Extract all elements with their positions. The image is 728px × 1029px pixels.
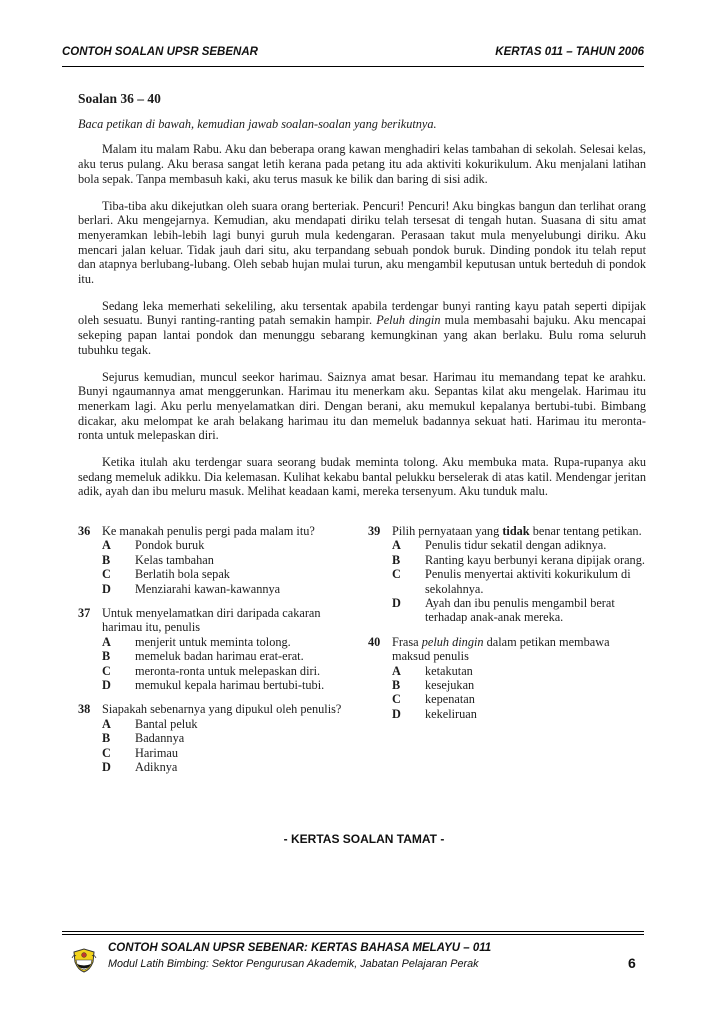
question-36: [78, 524, 360, 596]
question-text: Siapakah sebenarnya yang dipukul oleh penulis?: [102, 702, 342, 717]
option-text: Pondok buruk: [135, 538, 205, 553]
option-letter: D: [392, 596, 401, 611]
page-header: [62, 46, 644, 67]
footer-divider: [62, 931, 644, 932]
option-b: [102, 649, 360, 663]
option-c: [102, 664, 360, 678]
option-text: kesejukan: [425, 678, 475, 693]
option-c: [102, 746, 360, 760]
questions-left-column: [78, 524, 360, 785]
option-letter: C: [392, 567, 401, 582]
question-text-part: dalam petikan membawa maksud penulis: [392, 634, 610, 664]
question-text: [392, 524, 646, 538]
option-b: [102, 553, 360, 567]
footer-subtitle: Modul Latih Bimbing: Sektor Pengurusan Akademik, Jabatan Pelajaran Perak: [108, 958, 479, 970]
question-text: Ke manakah penulis pergi pada malam itu?: [102, 524, 315, 538]
perak-crest-icon: [70, 946, 98, 974]
passage-paragraph: Sedang leka memerhati sekeliling, aku tersentak apabila terdengar bunyi ranting kayu patah seperti dipijak oleh sesuatu. Bunyi ranting-ranting patah semakin hampir. Peluh dingin mula membasahi bajuku. Aku mencapai sekeping papan lantai pondok dan menunggu sebarang kemungkinan yang akan berlaku. Bulu roma seluruh tubuhku tegak.: [78, 298, 646, 357]
option-letter: B: [102, 731, 111, 746]
section-title: Soalan 36 – 40: [78, 91, 161, 106]
option-text: Menziarahi kawan-kawannya: [135, 581, 281, 596]
option-a: [102, 717, 360, 731]
option-letter: A: [392, 663, 401, 678]
option-letter: C: [102, 663, 111, 678]
option-c: [392, 567, 646, 596]
option-b: [102, 731, 360, 745]
question-39: [368, 524, 646, 625]
option-text: meronta-ronta untuk melepaskan diri.: [135, 663, 321, 678]
option-letter: C: [102, 567, 111, 582]
question-number: 40: [368, 634, 381, 649]
option-d: [392, 707, 646, 721]
question-text-part: Frasa: [392, 634, 422, 649]
option-letter: B: [392, 552, 401, 567]
questions-right-column: [368, 524, 646, 731]
option-text: Ayah dan ibu penulis mengambil berat terhadap anak-anak mereka.: [425, 596, 615, 625]
option-letter: C: [102, 745, 111, 760]
question-37: [78, 606, 360, 692]
footer-divider: [62, 934, 644, 935]
option-letter: B: [102, 649, 111, 664]
option-b: [392, 678, 646, 692]
question-text-emphasis: tidak: [502, 524, 530, 538]
option-a: [102, 538, 360, 552]
reading-passage-block: [78, 92, 646, 511]
option-text: kekeliruan: [425, 706, 477, 721]
question-text-part: benar tentang petikan.: [529, 524, 642, 538]
option-d: [392, 596, 646, 625]
option-d: [102, 678, 360, 692]
option-c: [102, 567, 360, 581]
question-number: 37: [78, 606, 91, 621]
option-text: menjerit untuk meminta tolong.: [135, 634, 291, 649]
option-a: [392, 664, 646, 678]
end-of-paper-notice: - KERTAS SOALAN TAMAT -: [283, 832, 445, 846]
option-text: kepenatan: [425, 692, 475, 707]
option-letter: D: [102, 678, 111, 693]
option-text: Penulis tidur sekatil dengan adiknya.: [425, 538, 607, 553]
option-text: memukul kepala harimau bertubi-tubi.: [135, 678, 325, 693]
option-c: [392, 692, 646, 706]
option-a: [392, 538, 646, 552]
option-text: Bantal peluk: [135, 716, 198, 731]
header-right-title: KERTAS 011 – TAHUN 2006: [495, 46, 644, 58]
option-letter: B: [392, 678, 401, 693]
option-text: Kelas tambahan: [135, 552, 214, 567]
header-left-title: CONTOH SOALAN UPSR SEBENAR: [62, 46, 258, 58]
question-number: 36: [78, 524, 91, 538]
option-letter: A: [102, 538, 111, 553]
passage-paragraph: Ketika itulah aku terdengar suara seorang budak meminta tolong. Aku membuka mata. Rupa-rupanya aku sedang memeluk adikku. Dia kelemasan. Kulihat kekabu bantal pelukku berselerak di atas katil. Mendengar jeritan adik, ayah dan ibu meluru masuk. Melihat keadaan kami, mereka tersenyum. Aku tunduk malu.: [78, 455, 646, 499]
option-letter: A: [102, 716, 111, 731]
question-number: 39: [368, 524, 381, 538]
option-letter: D: [102, 581, 111, 596]
question-text-part: Pilih pernyataan yang: [392, 524, 503, 538]
question-40: [368, 635, 646, 721]
question-text-emphasis: peluh dingin: [421, 634, 484, 649]
option-a: [102, 635, 360, 649]
option-text: ketakutan: [425, 663, 473, 678]
option-b: [392, 553, 646, 567]
option-text: Badannya: [135, 731, 185, 746]
question-38: [78, 702, 360, 774]
option-letter: A: [102, 634, 111, 649]
passage-paragraph: Sejurus kemudian, muncul seekor harimau. Saiznya amat besar. Harimau itu memandang tepat ke arahku. Bunyi ngaumannya amat menggerunkan. Harimau itu menerkam aku. Sepantas kilat aku mengelak. Harimau itu menerkam lagi. Aku perlu menyelamatkan diri. Dengan berani, aku memukul kepalanya bertubi-tubi. Bimbang dicakar, aku melompat ke arah belakang harimau itu dan memeluk badannya sekuat hati. Harimau itu meronta-ronta untuk melepaskan diri.: [78, 369, 646, 443]
option-letter: C: [392, 692, 401, 707]
option-text: memeluk badan harimau erat-erat.: [135, 649, 304, 664]
question-number: 38: [78, 702, 91, 717]
question-text: [392, 635, 646, 664]
italic-phrase: Peluh dingin: [376, 313, 441, 328]
option-text: Penulis menyertai aktiviti kokurikulum di sekolahnya.: [425, 567, 631, 596]
option-letter: A: [392, 538, 401, 553]
option-letter: B: [102, 552, 111, 567]
section-instruction: Baca petikan di bawah, kemudian jawab soalan-soalan yang berikutnya.: [78, 116, 437, 131]
option-d: [102, 760, 360, 774]
option-letter: D: [392, 706, 401, 721]
option-d: [102, 582, 360, 596]
option-text: Adiknya: [135, 760, 178, 775]
footer-title: CONTOH SOALAN UPSR SEBENAR: KERTAS BAHASA MELAYU – 011: [108, 942, 492, 954]
option-text: Ranting kayu berbunyi kerana dipijak orang.: [425, 552, 645, 567]
option-letter: D: [102, 760, 111, 775]
page-number: 6: [628, 955, 636, 971]
passage-paragraph: Malam itu malam Rabu. Aku dan beberapa orang kawan menghadiri kelas tambahan di sekolah. Selesai kelas, aku terus pulang. Aku berasa sangat letih kerana pada petang itu ada aktiviti kokurikulum. Aku menjalani latihan bola sepak. Tanpa membasuh kaki, aku terus masuk ke bilik dan baring di sisi adik.: [78, 142, 646, 186]
option-text: Harimau: [135, 745, 179, 760]
passage-paragraph: Tiba-tiba aku dikejutkan oleh suara orang berteriak. Pencuri! Pencuri! Aku bingkas bangun dan terlihat orang berlari. Aku mengejarnya. Kemudian, aku mendapati diriku telah tersesat di tengah hutan. Suasana di situ amat menyeramkan lebih-lebih lagi bunyi guruh mula kedengaran. Perasaan takut mula menyelubungi diriku. Aku mencari jalan keluar. Tidak jauh dari situ, aku terpandang sebuah pondok buruk. Dinding pondok itu telah reput dan atapnya berlubang-lubang. Oleh sebab hujan mulai turun, aku mengambil keputusan untuk berteduh di pondok itu.: [78, 198, 646, 287]
option-text: Berlatih bola sepak: [135, 567, 230, 582]
question-text: Untuk menyelamatkan diri daripada cakaran harimau itu, penulis: [102, 606, 321, 635]
